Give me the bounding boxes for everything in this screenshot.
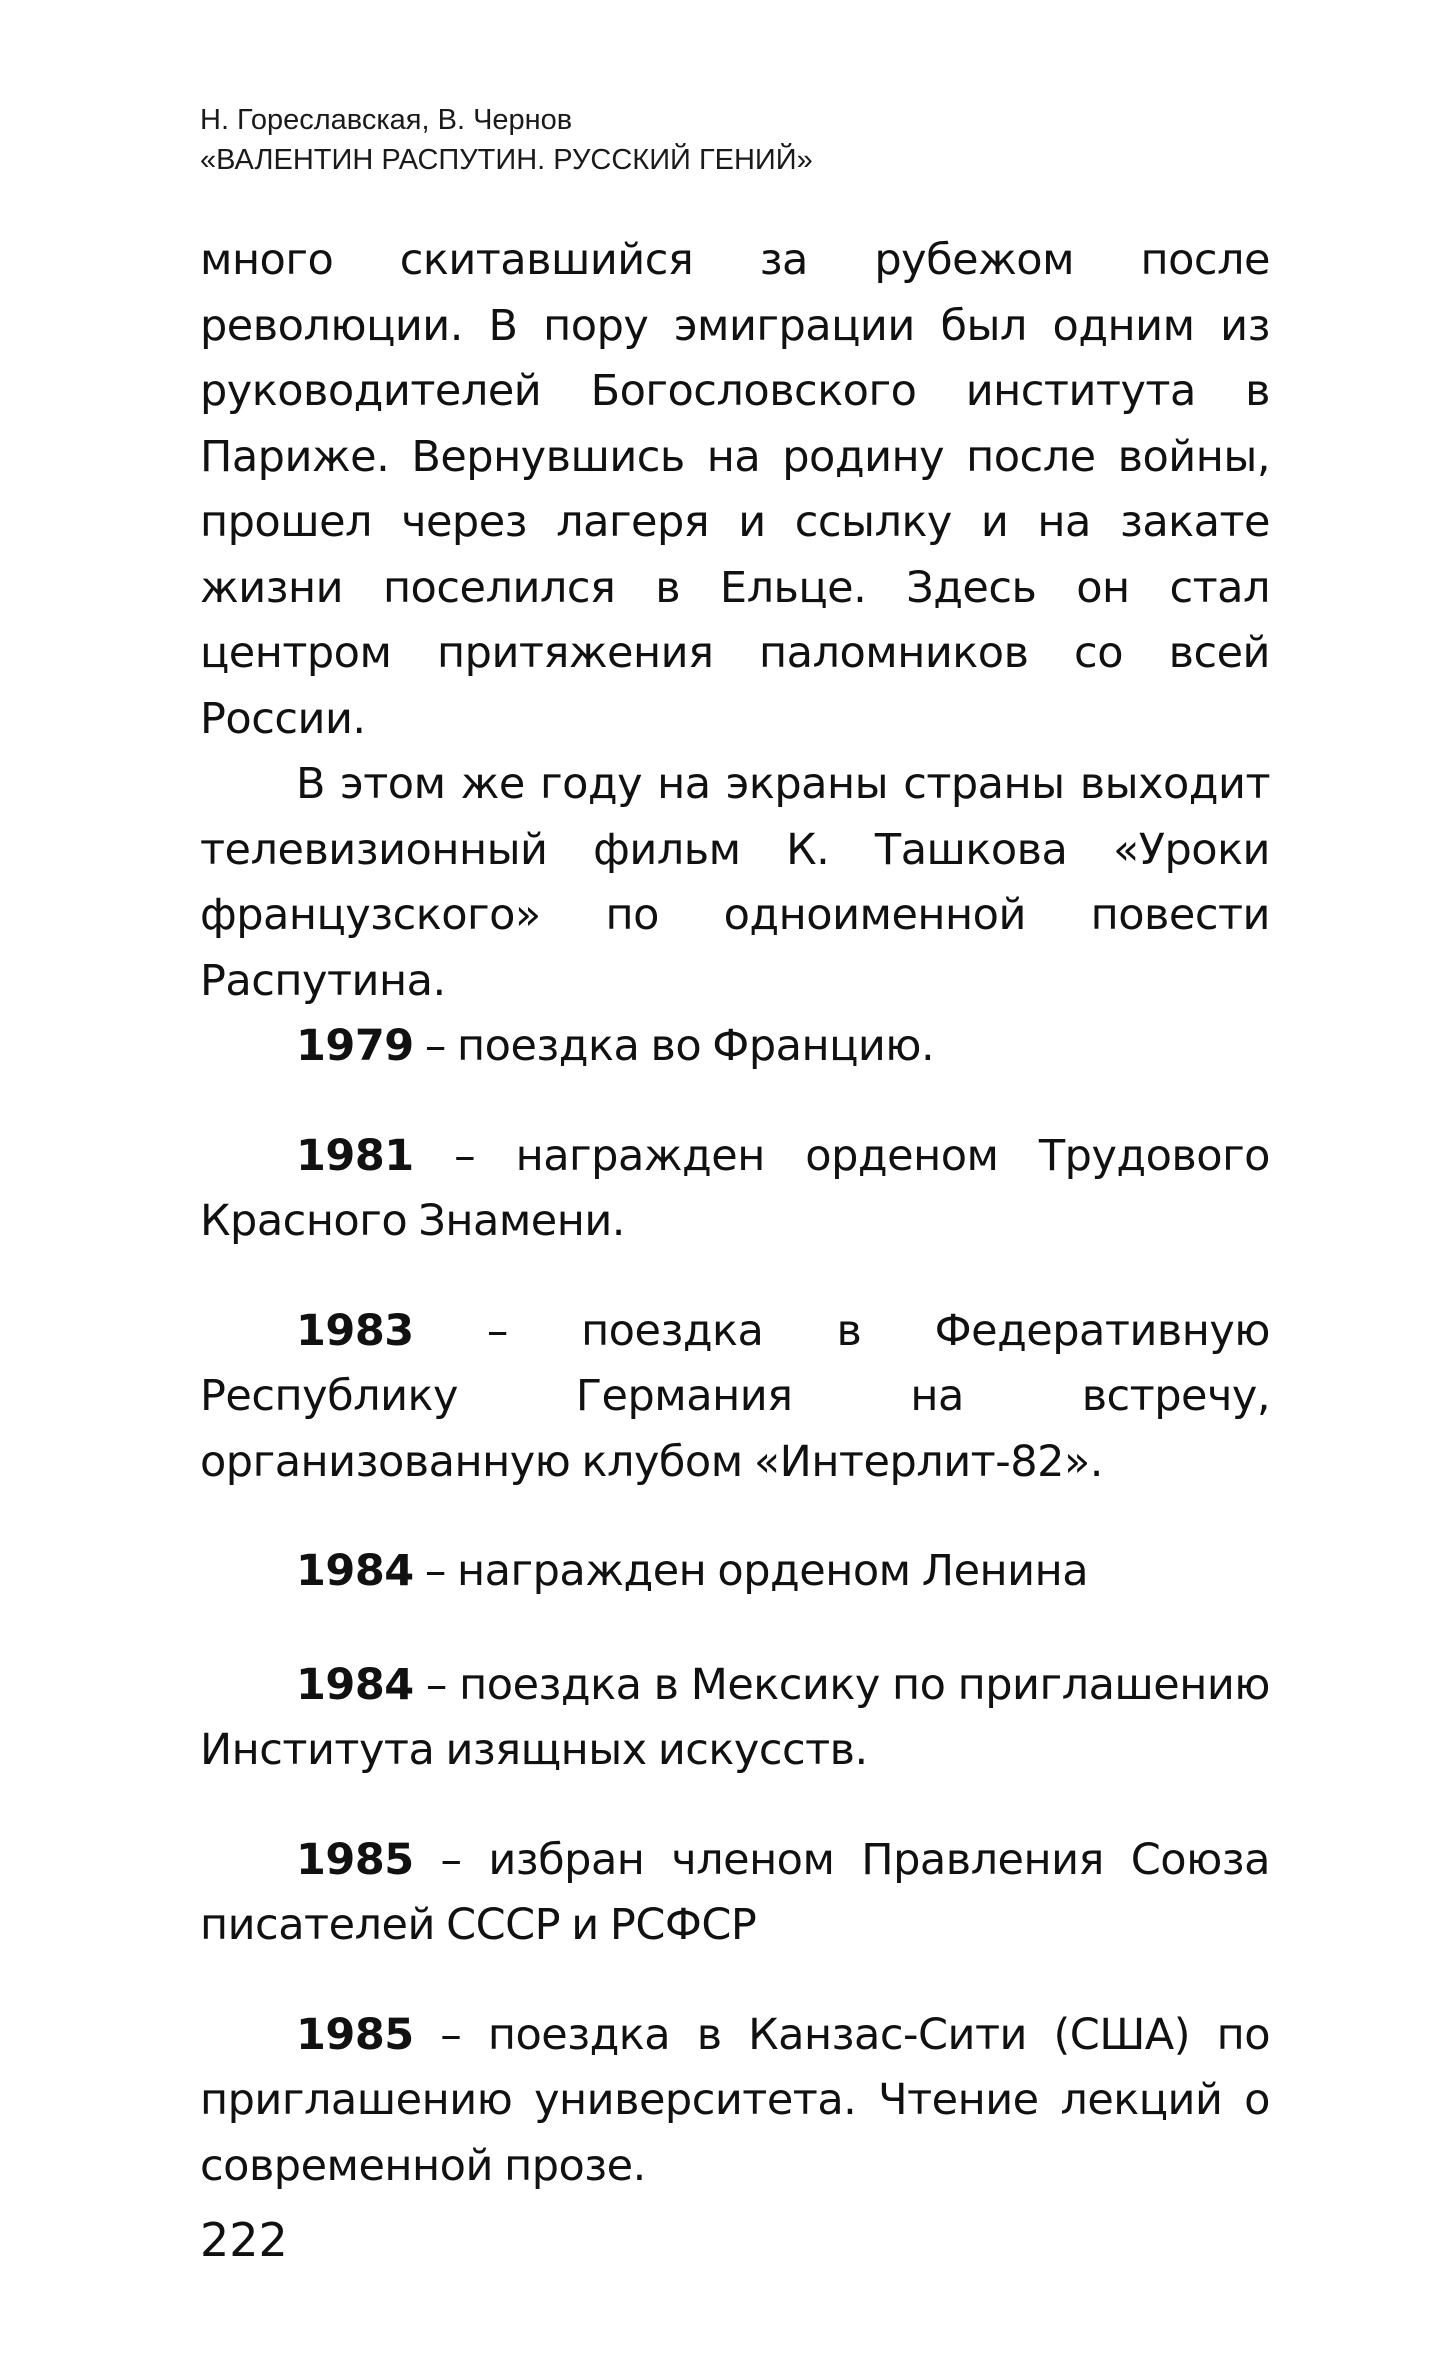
entry-year: 1984	[296, 1546, 414, 1596]
header-book-title: «ВАЛЕНТИН РАСПУТИН. РУССКИЙ ГЕНИЙ»	[200, 144, 813, 176]
entry-text: – поездка в Канзас-Сити (США) по приглашению университета. Чтение лекций о современной прозе.	[200, 2009, 1270, 2191]
chronology-entry-1985-kansas	[200, 2003, 1270, 2200]
entry-text: – поездка во Францию.	[413, 1021, 935, 1071]
header-authors: Н. Гореславская, В. Чернов	[200, 104, 573, 136]
entry-text: – награжден орденом Трудового Красного Знамени.	[200, 1130, 1270, 1246]
chronology-entry-1979	[200, 1014, 1270, 1080]
entry-text: – награжден орденом Ленина	[413, 1546, 1089, 1596]
chronology-entry-1984-order	[200, 1539, 1270, 1605]
entry-text: – поездка в Федеративную Республику Германия на встречу, организованную клубом «Интерлит-82».	[200, 1305, 1270, 1487]
entry-text: – избран членом Правления Союза писателей СССР и РСФСР	[200, 1834, 1270, 1950]
entry-year: 1979	[296, 1021, 414, 1071]
entry-year: 1981	[296, 1130, 414, 1181]
entry-year: 1983	[296, 1305, 414, 1356]
paragraph-continuation: много скитавшийся за рубежом после революции. В пору эмиграции был одним из руководителей Богословского института в Париже. Вернувшись на родину после войны, прошел через лагеря и ссылку и на закате жизни поселился в Ельце. Здесь он стал центром притяжения паломников со всей России.	[200, 235, 1270, 744]
chronology-entry-1984-mexico	[200, 1653, 1270, 1784]
entry-year: 1985	[296, 1834, 414, 1885]
entry-year: 1984	[296, 1659, 414, 1710]
paragraph-film: В этом же году на экраны страны выходит телевизионный фильм К. Ташкова «Уроки французского» по одноименной повести Распутина.	[200, 759, 1270, 1006]
body-text	[200, 228, 1270, 2199]
running-header	[200, 100, 1270, 180]
page-number: 222	[200, 2213, 288, 2267]
entry-year: 1985	[296, 2009, 414, 2060]
chronology-entry-1981	[200, 1124, 1270, 1255]
chronology-entry-1983	[200, 1299, 1270, 1496]
entry-text: – поездка в Мексику по приглашению Института изящных искусств.	[200, 1659, 1270, 1775]
book-page	[200, 0, 1270, 2363]
chronology-entry-1985-union	[200, 1828, 1270, 1959]
